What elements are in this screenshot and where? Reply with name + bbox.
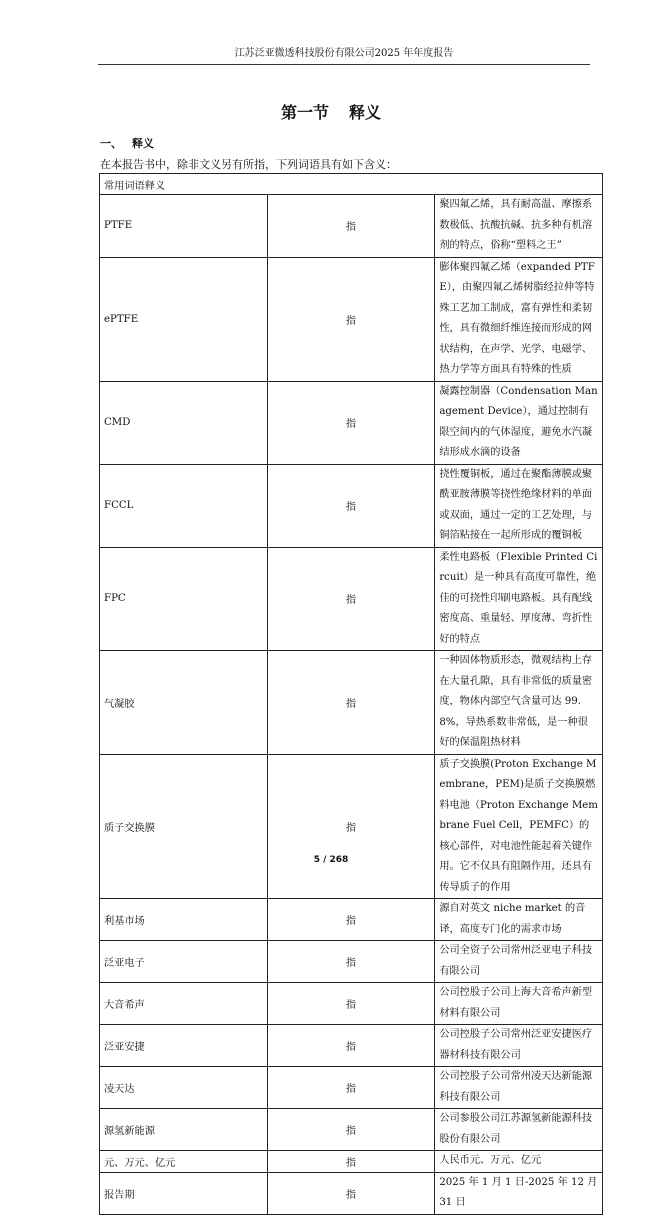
term-cell: 报告期 (100, 1172, 268, 1214)
term-cell: 凌天达 (100, 1067, 268, 1109)
table-row (100, 464, 603, 547)
indicator-cell: 指 (267, 1109, 435, 1151)
definition-cell: 挠性覆铜板，通过在聚酯薄膜或聚酰亚胺薄膜等挠性绝缘材料的单面或双面，通过一定的工艺处理，与铜箔粘接在一起所形成的覆铜板 (435, 464, 603, 547)
definition-cell: 公司参股公司江苏源氢新能源科技股份有限公司 (435, 1109, 603, 1151)
table-row (100, 257, 603, 381)
category-cell: 常用词语释义 (100, 174, 603, 195)
indicator-cell: 指 (267, 464, 435, 547)
term-cell: 泛亚安捷 (100, 1025, 268, 1067)
definition-cell: 聚四氟乙烯，具有耐高温、摩擦系数极低、抗酸抗碱、抗多种有机溶剂的特点，俗称“塑料之王” (435, 195, 603, 258)
term-cell: 元、万元、亿元 (100, 1151, 268, 1173)
definition-cell: 公司控股子公司常州凌天达新能源科技有限公司 (435, 1067, 603, 1109)
indicator-cell: 指 (267, 1151, 435, 1173)
term-cell: FCCL (100, 464, 268, 547)
indicator-cell: 指 (267, 381, 435, 464)
term-cell: CMD (100, 381, 268, 464)
term-cell: 源氢新能源 (100, 1109, 268, 1151)
table-row (100, 941, 603, 983)
table-row (100, 381, 603, 464)
intro-text: 在本报告书中，除非文义另有所指，下列词语具有如下含义： (100, 158, 397, 171)
term-cell: 泛亚电子 (100, 941, 268, 983)
definition-cell: 人民币元、万元、亿元 (435, 1151, 603, 1173)
term-cell: 大音希声 (100, 983, 268, 1025)
table-row (100, 1172, 603, 1214)
definition-cell: 柔性电路板（Flexible Printed Circuit）是一种具有高度可靠性，绝佳的可挠性印刷电路板。具有配线密度高、重量轻、厚度薄、弯折性好的特点 (435, 547, 603, 651)
table-row (100, 1067, 603, 1109)
indicator-cell: 指 (267, 899, 435, 941)
subheading-label: 释义 (132, 137, 154, 150)
definition-cell: 公司控股子公司常州泛亚安捷医疗器材科技有限公司 (435, 1025, 603, 1067)
definition-cell: 源自对英文 niche market 的音译，高度专门化的需求市场 (435, 899, 603, 941)
section-title (0, 102, 662, 124)
indicator-cell: 指 (267, 257, 435, 381)
indicator-cell: 指 (267, 195, 435, 258)
term-cell: 气凝胶 (100, 651, 268, 755)
indicator-cell: 指 (267, 651, 435, 755)
definition-cell: 凝露控制器（Condensation Management Device），通过控制有限空间内的气体湿度，避免水汽凝结形成水滴的设备 (435, 381, 603, 464)
term-cell: PTFE (100, 195, 268, 258)
table-row (100, 1151, 603, 1173)
indicator-cell: 指 (267, 1172, 435, 1214)
term-cell: 质子交换膜 (100, 754, 268, 899)
indicator-cell: 指 (267, 547, 435, 651)
table-row (100, 754, 603, 899)
indicator-cell: 指 (267, 754, 435, 899)
definition-cell: 公司控股子公司上海大音希声新型材料有限公司 (435, 983, 603, 1025)
term-cell: 利基市场 (100, 899, 268, 941)
table-row (100, 195, 603, 258)
indicator-cell: 指 (267, 983, 435, 1025)
subheading (100, 136, 154, 152)
table-row (100, 547, 603, 651)
page-number: 5 / 268 (313, 855, 349, 865)
indicator-cell: 指 (267, 1067, 435, 1109)
indicator-cell: 指 (267, 1025, 435, 1067)
table-row (100, 651, 603, 755)
indicator-cell: 指 (267, 941, 435, 983)
section-number: 第一节 (280, 103, 329, 122)
table-row (100, 1109, 603, 1151)
definition-cell: 2025 年 1 月 1 日-2025 年 12 月 31 日 (435, 1172, 603, 1214)
section-name: 释义 (349, 103, 382, 122)
term-cell: ePTFE (100, 257, 268, 381)
table-row (100, 899, 603, 941)
definition-cell: 质子交换膜(Proton Exchange Membrane，PEM)是质子交换膜燃料电池（Proton Exchange Membrane Fuel Cell，PEMFC）的核心部件，对电池性能起着关键作用。它不仅具有阻隔作用，还具有传导质子的作用 (435, 754, 603, 899)
definition-cell: 公司全资子公司常州泛亚电子科技有限公司 (435, 941, 603, 983)
table-row (100, 983, 603, 1025)
definition-cell: 膨体聚四氟乙烯（expanded PTFE），由聚四氟乙烯树脂经拉伸等特殊工艺加工制成，富有弹性和柔韧性，具有微细纤维连接而形成的网状结构，在声学、光学、电磁学、热力学等方面具有特殊的性质 (435, 257, 603, 381)
subheading-number: 一、 (100, 137, 122, 150)
definition-cell: 一种固体物质形态，微观结构上存在大量孔隙，具有非常低的质量密度，物体内部空气含量可达 99.8%，导热系数非常低，是一种很好的保温阻热材料 (435, 651, 603, 755)
category-row (100, 174, 603, 195)
term-cell: FPC (100, 547, 268, 651)
glossary-table (99, 173, 603, 1215)
report-header: 江苏泛亚微透科技股份有限公司2025 年年度报告 (98, 44, 590, 65)
table-row (100, 1025, 603, 1067)
